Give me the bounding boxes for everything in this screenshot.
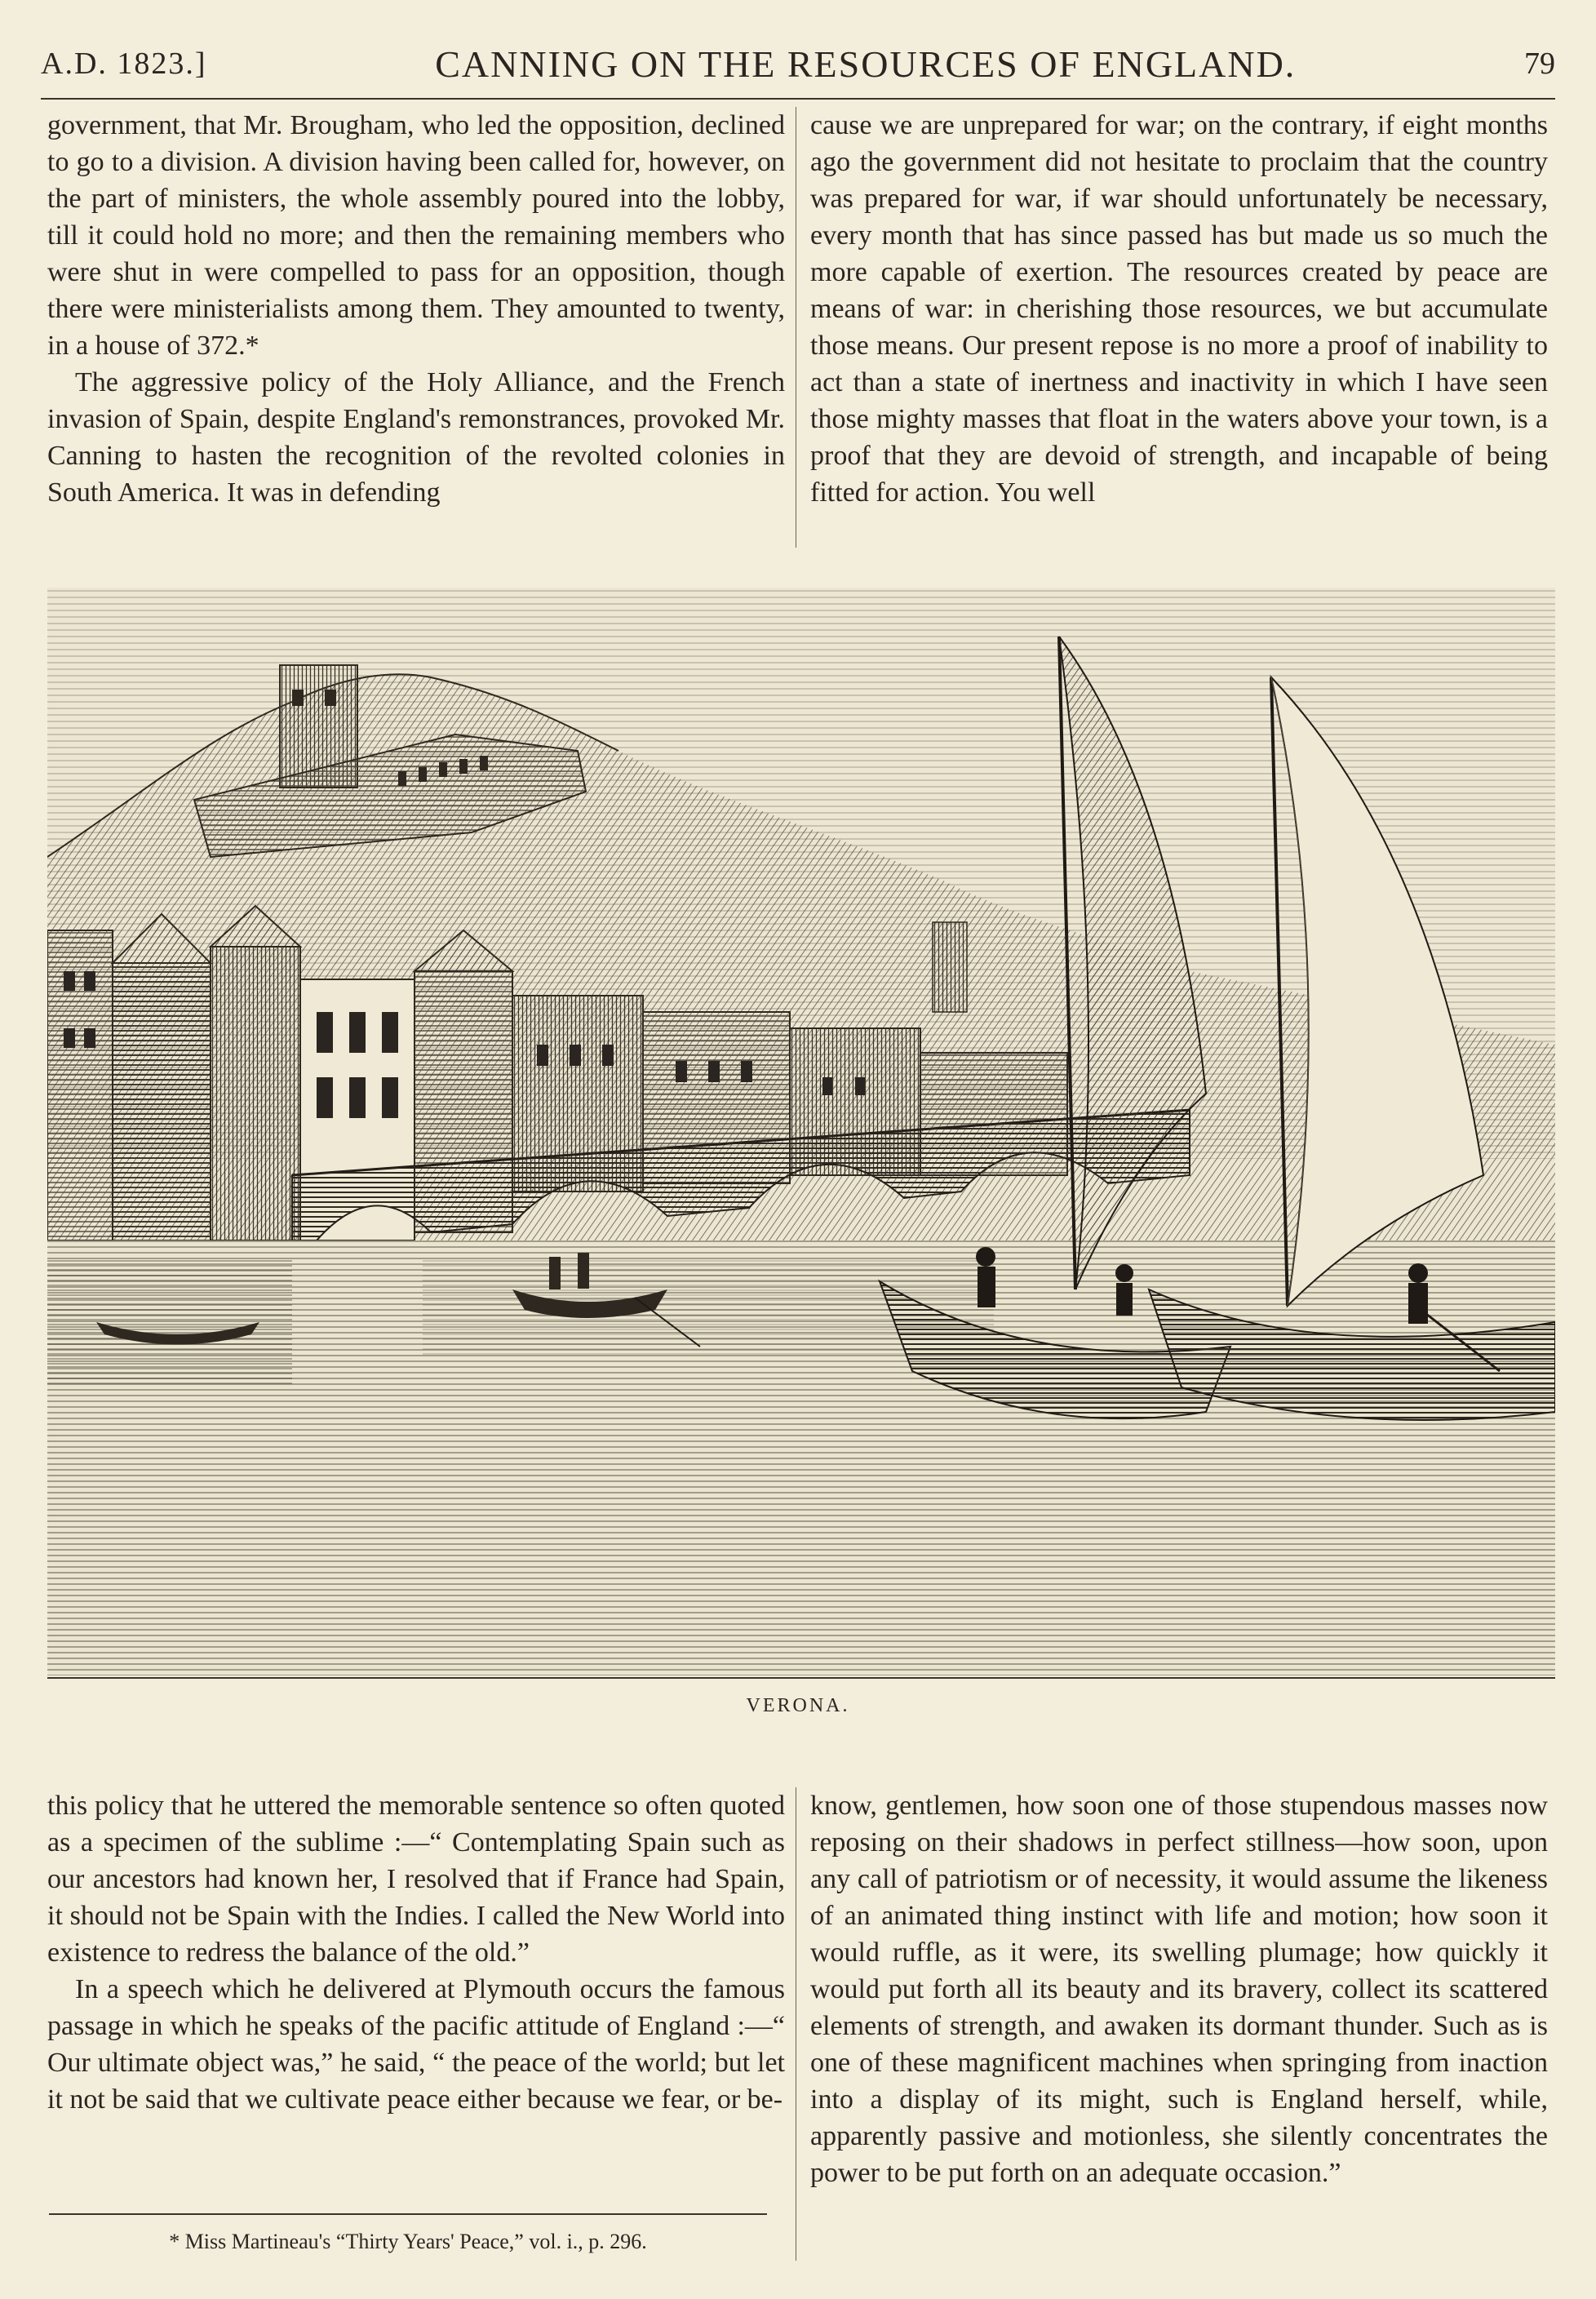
top-left-column: [47, 107, 785, 511]
engraving-bottom-rule: [47, 1677, 1555, 1679]
header-title: CANNING ON THE RESOURCES OF ENGLAND.: [435, 42, 1297, 85]
paragraph-new-world: this policy that he uttered the memorable sentence so often quoted as a specimen of the sublime :—“ Contemplating Spain such as our ancestors had known her, I resolved that if France had Spain, it should not be Spain with the Indies. I called the New World into existence to redress the balance of the old.”: [47, 1791, 785, 1968]
distant-tower: [933, 922, 967, 1012]
bottom-right-column: [810, 1787, 1548, 2191]
footnote-rule: [49, 2213, 767, 2215]
header-date: A.D. 1823.]: [41, 47, 207, 81]
top-right-column: [810, 107, 1548, 511]
verona-engraving: [47, 588, 1555, 1675]
paragraph-mighty-masses: know, gentlemen, how soon one of those stupendous masses now reposing on their shadows in perfect stillness—how soon, upon any call of patriotism or of necessity, it would assume the likeness of an animated thing instinct with life and motion; how soon it would ruffle, as it were, its swelling plumage; how quickly it would put forth all its beauty and its bravery, collect its scattered elements of strength, and awaken its dormant thunder. Such as is one of these magnificent machines when springing from inaction into a display of its might, such is England herself, while, apparently passive and motionless, she silently concentrates the power to be put forth on an adequate occasion.”: [810, 1791, 1548, 2188]
engraving-caption: VERONA.: [746, 1695, 850, 1716]
paragraph-plymouth-speech: In a speech which he delivered at Plymouth occurs the famous passage in which he speaks of the pacific attitude of England :—“ Our ultimate object was,” he said, “ the peace of the world; but let it not be said that we cultivate peace either because we fear, or be-: [47, 1974, 785, 2115]
paragraph-holy-alliance: The aggressive policy of the Holy Alliance, and the French invasion of Spain, despite England's remonstrances, provoked Mr. Canning to hasten the recognition of the revolted colonies in South America. It was in defending: [47, 367, 785, 508]
page-number: 79: [1524, 47, 1555, 81]
footnote: * Miss Martineau's “Thirty Years' Peace,” vol. i., p. 296.: [169, 2230, 647, 2253]
paragraph-speech-continued: cause we are unprepared for war; on the contrary, if eight months ago the government did not hesitate to proclaim that the country was prepared for war, if war should unfortunately be necessary, every month that has since passed has but made us so much the more capable of exertion. The resources created by peace are means of war: in cherishing those resources, we but accumulate those means. Our present repose is no more a proof of inability to act than a state of inertness and inactivity in which I have seen those mighty masses that float in the waters above your town, is a proof that they are devoid of strength, and incapable of being fitted for action. You well: [810, 110, 1548, 508]
header-rule: [41, 98, 1555, 100]
paragraph-division: government, that Mr. Brougham, who led the opposition, declined to go to a division. A division having been called for, however, on the part of ministers, the whole assembly poured into the lobby, till it could hold no more; and then the remaining members who were shut in were compelled to pass for an opposition, though there were ministerialists among them. They amounted to twenty, in a house of 372.*: [47, 110, 785, 361]
running-head: [41, 31, 1555, 96]
bottom-left-column: [47, 1787, 785, 2118]
